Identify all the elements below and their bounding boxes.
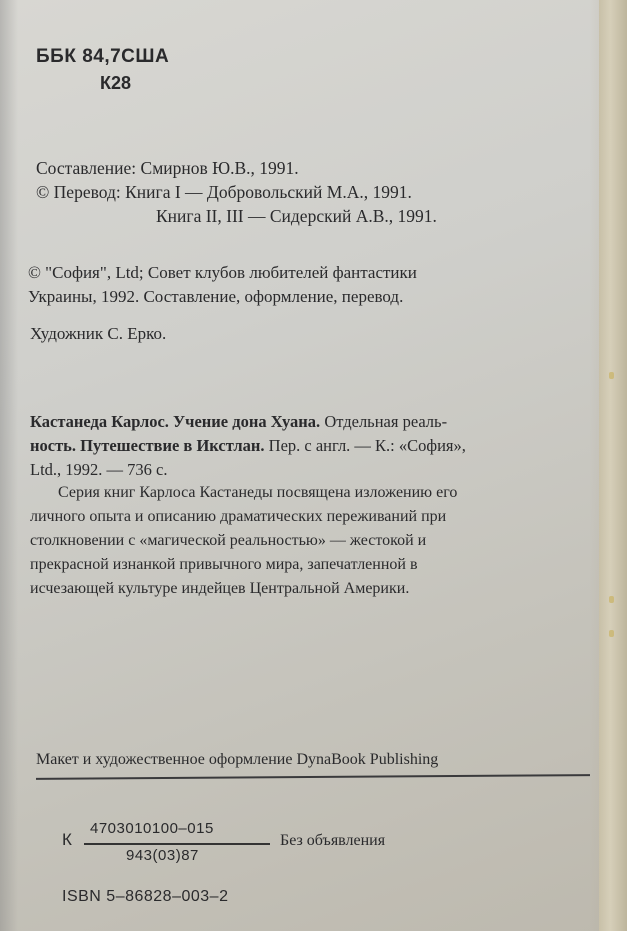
page-shadow <box>0 0 18 931</box>
compilation-credit: Составление: Смирнов Ю.В., 1991. <box>36 158 299 178</box>
book-fore-edge <box>599 0 627 931</box>
divider-rule <box>36 774 590 780</box>
bibliography-rest-1: Отдельная реаль- <box>320 412 448 431</box>
stain-mark <box>609 372 614 379</box>
copyright-line-1: © "София", Ltd; Совет клубов любителей фантастики <box>28 263 417 282</box>
price-denominator: 943(03)87 <box>126 847 199 864</box>
price-numerator: 4703010100–015 <box>90 820 214 837</box>
fraction-bar <box>84 843 270 845</box>
bibliography-rest-2: Пер. с англ. — К.: «София», <box>264 436 466 455</box>
annotation-line-5: исчезающей культуре индейцев Центральной Америки. <box>30 580 410 597</box>
stain-mark <box>609 630 614 637</box>
layout-credit: Макет и художественное оформление DynaBook Publishing <box>36 751 439 768</box>
translation-credit-2: Книга II, III — Сидерский А.В., 1991. <box>156 206 437 226</box>
bibliography-line-1 <box>30 412 447 432</box>
bibliography-title-part-1: Кастанеда Карлос. Учение дона Хуана. <box>30 412 321 431</box>
bibliography-title-part-2: ность. Путешествие в Икстлан. <box>30 436 265 455</box>
annotation-line-4: прекрасной изнанкой привычного мира, запечатленной в <box>30 556 418 573</box>
stain-mark <box>609 596 614 603</box>
translation-credit-1: © Перевод: Книга I — Добровольский М.А., 1991. <box>36 182 412 202</box>
bbk-classification: ББК 84,7США <box>36 46 170 67</box>
isbn: ISBN 5–86828–003–2 <box>62 888 229 905</box>
price-note: Без объявления <box>280 832 386 849</box>
annotation-line-1: Серия книг Карлоса Кастанеды посвящена изложению его <box>58 484 458 501</box>
copyright-line-2: Украины, 1992. Составление, оформление, перевод. <box>28 287 404 306</box>
annotation-line-2: личного опыта и описанию драматических переживаний при <box>30 508 447 525</box>
annotation-line-3: столкновении с «магической реальностью» — жестокой и <box>30 532 427 549</box>
bibliography-line-3: Ltd., 1992. — 736 с. <box>30 460 168 479</box>
artist-credit: Художник С. Ерко. <box>30 324 167 343</box>
bibliography-line-2 <box>30 436 466 456</box>
author-code: К28 <box>100 73 132 93</box>
price-prefix: К <box>62 830 72 849</box>
